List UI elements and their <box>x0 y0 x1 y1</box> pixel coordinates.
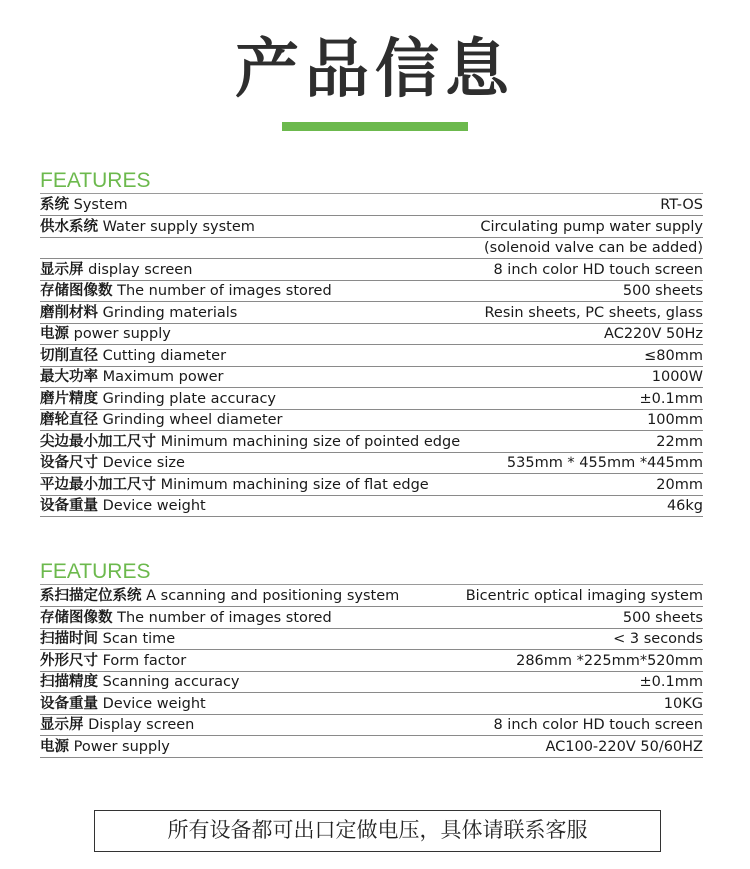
spec-label <box>40 237 473 259</box>
spec-label <box>40 495 473 517</box>
spec-label <box>40 628 439 650</box>
table-row <box>40 736 703 758</box>
spec-label-zh: 外形尺寸 <box>40 652 98 669</box>
spec-label-en: Form factor <box>98 652 187 669</box>
spec-label-zh: 磨轮直径 <box>40 412 98 428</box>
table-row <box>40 714 703 736</box>
table-row <box>40 388 703 410</box>
table-row <box>40 302 703 324</box>
spec-label <box>40 474 473 496</box>
spec-label-zh: 平边最小加工尺寸 <box>40 476 156 493</box>
spec-label-en: System <box>69 197 128 213</box>
table-row <box>40 495 703 517</box>
table-row <box>40 607 703 629</box>
table-row <box>40 259 703 281</box>
table-row <box>40 366 703 388</box>
spec-value: 500 sheets <box>439 607 703 629</box>
spec-label-en: Grinding plate accuracy <box>98 390 277 407</box>
spec-value: ±0.1mm <box>473 388 703 410</box>
spec-label-en: Device weight <box>98 498 206 514</box>
spec-label-en: Device size <box>98 455 185 471</box>
spec-label <box>40 693 439 715</box>
spec-label <box>40 431 473 453</box>
spec-label <box>40 671 439 693</box>
spec-label-zh: 磨削材料 <box>40 304 98 321</box>
spec-value: 20mm <box>473 474 703 496</box>
title-accent-bar <box>282 122 468 131</box>
table-row <box>40 693 703 715</box>
spec-table <box>40 194 703 517</box>
spec-label <box>40 216 473 238</box>
spec-label-zh: 尖边最小加工尺寸 <box>40 433 156 450</box>
spec-label-zh: 系统 <box>40 197 69 213</box>
spec-value: 22mm <box>473 431 703 453</box>
spec-label-zh: 最大功率 <box>40 369 98 385</box>
spec-label-zh: 存储图像数 <box>40 609 113 626</box>
table-row <box>40 650 703 672</box>
spec-label <box>40 452 473 474</box>
table-row <box>40 452 703 474</box>
table-row <box>40 474 703 496</box>
spec-label-zh: 磨片精度 <box>40 390 98 407</box>
spec-value: ≤80mm <box>473 345 703 367</box>
footer-note: 所有设备都可出口定做电压，具体请联系客服 <box>94 810 661 852</box>
table-row <box>40 194 703 216</box>
spec-label-en: Device weight <box>98 695 206 712</box>
spec-label <box>40 259 473 281</box>
spec-value: 100mm <box>473 409 703 431</box>
spec-label-zh: 电源 <box>40 738 69 755</box>
spec-label-zh: 存储图像数 <box>40 283 113 299</box>
page-title: 产品信息 <box>235 33 515 107</box>
spec-label-en: A scanning and positioning system <box>141 588 400 604</box>
spec-label <box>40 366 473 388</box>
section-heading: FEATURES <box>40 168 703 194</box>
spec-label <box>40 302 473 324</box>
spec-label-en: Cutting diameter <box>98 347 227 364</box>
spec-label-en: Minimum machining size of pointed edge <box>156 433 461 450</box>
spec-value: RT-OS <box>473 194 703 216</box>
spec-value: < 3 seconds <box>439 628 703 650</box>
section-heading: FEATURES <box>40 559 703 585</box>
spec-value: 8 inch color HD touch screen <box>439 714 703 736</box>
spec-label-zh: 显示屏 <box>40 261 84 278</box>
spec-label-en: Water supply system <box>98 218 255 235</box>
spec-label <box>40 323 473 345</box>
spec-value: AC220V 50Hz <box>473 323 703 345</box>
spec-value: 46kg <box>473 495 703 517</box>
spec-label <box>40 607 439 629</box>
spec-label-en: Power supply <box>69 738 170 755</box>
table-row <box>40 323 703 345</box>
spec-label <box>40 194 473 216</box>
spec-value: 500 sheets <box>473 280 703 302</box>
spec-value: 535mm * 455mm *445mm <box>473 452 703 474</box>
spec-value: Bicentric optical imaging system <box>439 585 703 607</box>
table-row <box>40 280 703 302</box>
spec-label-zh: 切削直径 <box>40 347 98 364</box>
spec-value: ±0.1mm <box>439 671 703 693</box>
spec-value: Circulating pump water supply <box>473 216 703 238</box>
spec-label-en: Scan time <box>98 631 176 647</box>
spec-label-zh: 扫描时间 <box>40 631 98 647</box>
table-row <box>40 237 703 259</box>
spec-label-en: Minimum machining size of flat edge <box>156 476 429 493</box>
spec-label <box>40 388 473 410</box>
table-row <box>40 585 703 607</box>
spec-label <box>40 736 439 758</box>
spec-value: 10KG <box>439 693 703 715</box>
table-row <box>40 345 703 367</box>
spec-label <box>40 585 439 607</box>
spec-label-zh: 系扫描定位系统 <box>40 588 142 604</box>
spec-value: 8 inch color HD touch screen <box>473 259 703 281</box>
features-section-1 <box>40 168 703 517</box>
spec-label <box>40 409 473 431</box>
table-row <box>40 431 703 453</box>
spec-value: 1000W <box>473 366 703 388</box>
spec-label <box>40 714 439 736</box>
spec-label <box>40 650 439 672</box>
spec-label-en: Grinding wheel diameter <box>98 412 283 428</box>
table-row <box>40 409 703 431</box>
spec-label <box>40 345 473 367</box>
spec-label <box>40 280 473 302</box>
spec-label-en: The number of images stored <box>112 283 332 299</box>
spec-label-en: Grinding materials <box>98 304 238 321</box>
spec-label-en: Display screen <box>83 717 195 733</box>
table-row <box>40 628 703 650</box>
spec-label-en: Scanning accuracy <box>98 674 240 690</box>
spec-label-en: power supply <box>69 326 171 342</box>
spec-label-en: Maximum power <box>98 369 224 385</box>
spec-label-zh: 扫描精度 <box>40 674 98 690</box>
spec-label-zh: 电源 <box>40 326 69 342</box>
spec-value: AC100-220V 50/60HZ <box>439 736 703 758</box>
features-section-2 <box>40 559 703 758</box>
spec-label-en: display screen <box>83 261 193 278</box>
spec-value: Resin sheets, PC sheets, glass <box>473 302 703 324</box>
spec-label-zh: 设备重量 <box>40 695 98 712</box>
spec-value: 286mm *225mm*520mm <box>439 650 703 672</box>
spec-label-zh: 显示屏 <box>40 717 84 733</box>
spec-value: (solenoid valve can be added) <box>473 237 703 259</box>
spec-label-zh: 设备尺寸 <box>40 455 98 471</box>
table-row <box>40 216 703 238</box>
spec-label-en: The number of images stored <box>112 609 332 626</box>
spec-label-zh: 设备重量 <box>40 498 98 514</box>
table-row <box>40 671 703 693</box>
spec-table <box>40 585 703 758</box>
spec-label-zh: 供水系统 <box>40 218 98 235</box>
